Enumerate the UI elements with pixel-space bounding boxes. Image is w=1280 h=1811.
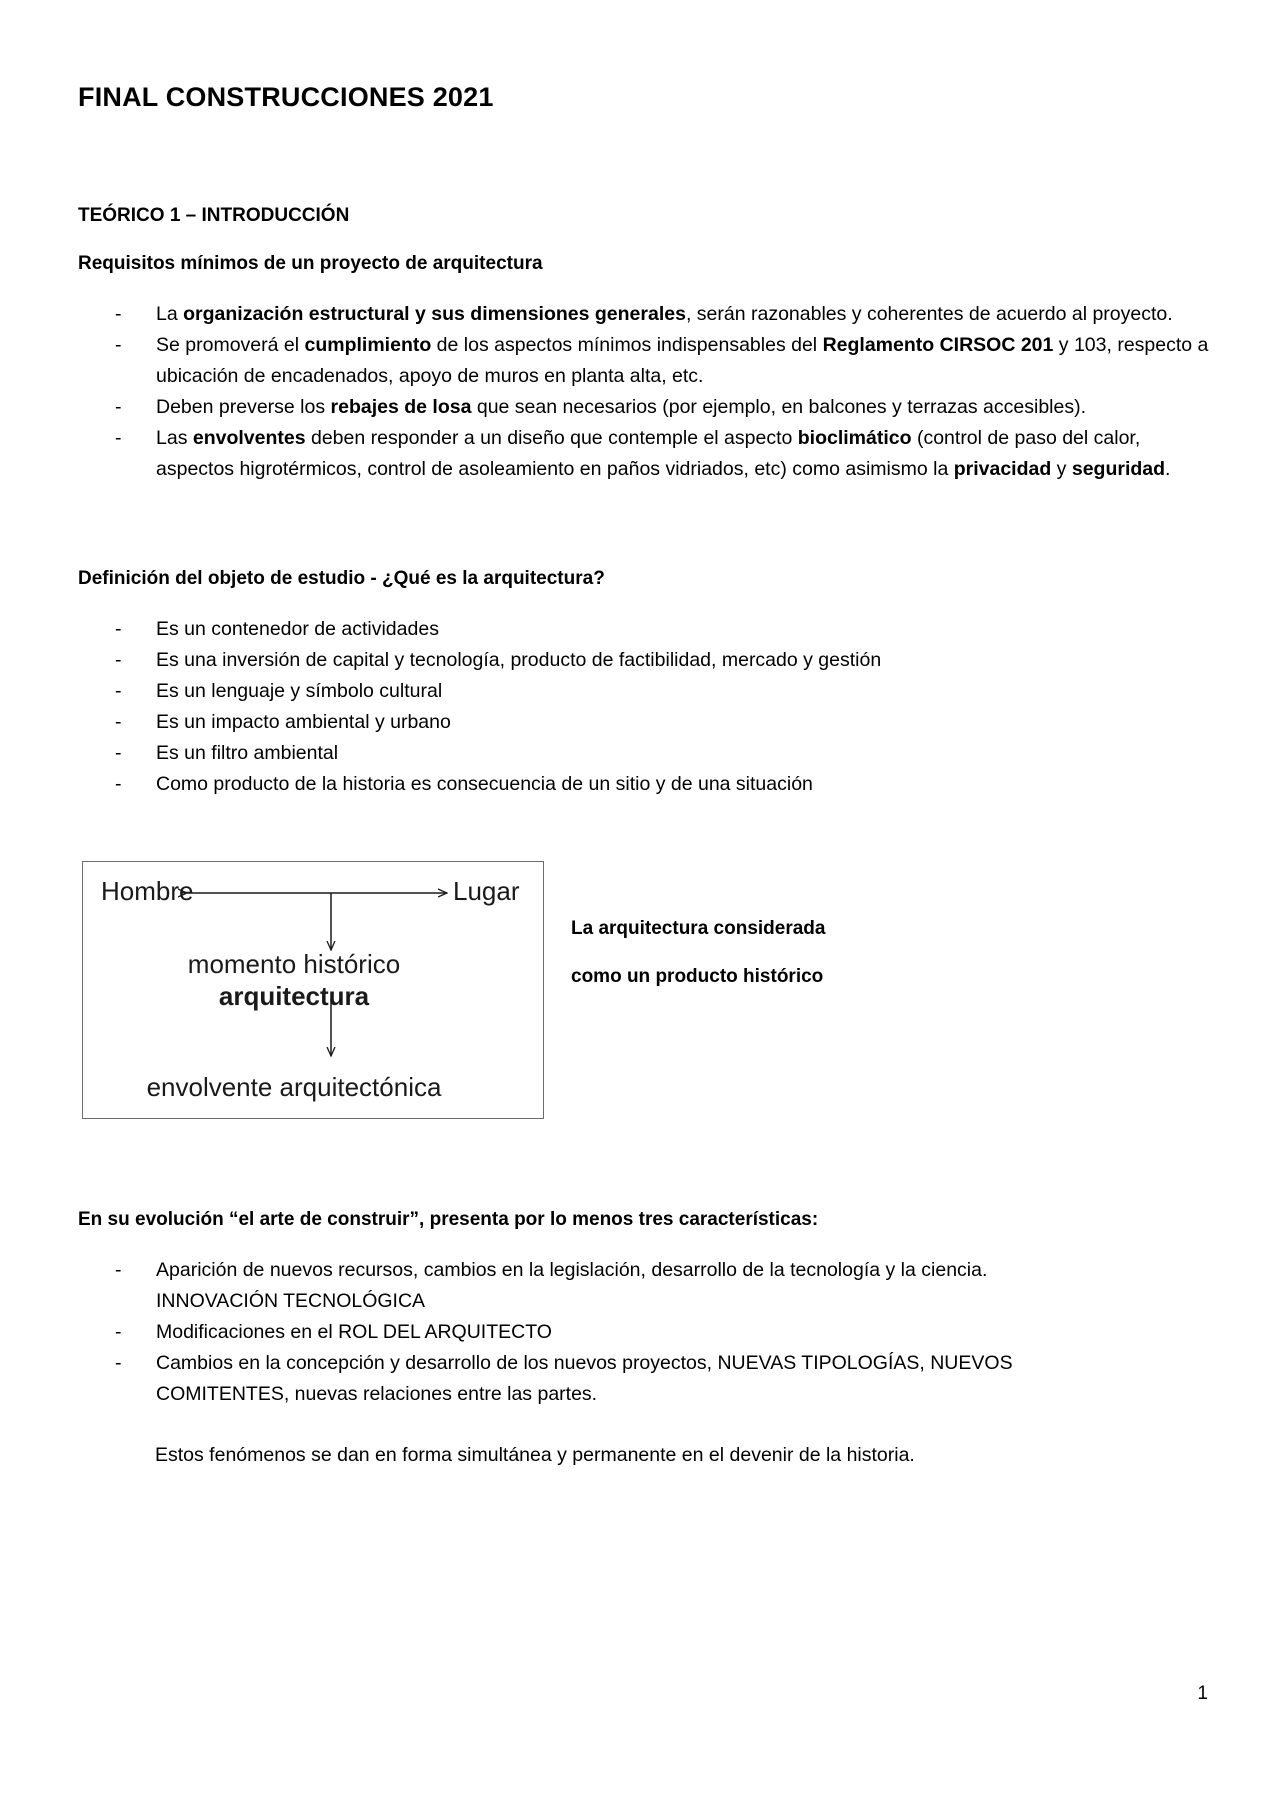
bold-text: cumplimiento	[304, 334, 432, 356]
list-item	[78, 299, 1218, 330]
requisitos-heading: Requisitos mínimos de un proyecto de arquitectura	[78, 253, 543, 274]
evolucion-list	[78, 1255, 1218, 1410]
list-item	[78, 423, 1218, 485]
list-item: - Modificaciones en el ROL DEL ARQUITECTO	[78, 1317, 1218, 1348]
list-item	[78, 330, 1218, 392]
bold-text: envolventes	[192, 427, 306, 449]
requisitos-list	[78, 299, 1218, 485]
list-item: - Es un impacto ambiental y urbano	[78, 707, 1218, 738]
list-item: - Aparición de nuevos recursos, cambios en la legislación, desarrollo de la tecnología y la ciencia. INNOVACIÓN TECNOLÓGICA	[78, 1255, 1218, 1317]
bold-text: seguridad	[1071, 458, 1166, 480]
list-item: - Es un lenguaje y símbolo cultural	[78, 676, 1218, 707]
list-item: - Es un filtro ambiental	[78, 738, 1218, 769]
text-run: La	[156, 303, 184, 325]
diagram-caption-line1: La arquitectura considerada	[571, 918, 826, 939]
text-run: de los aspectos mínimos indispensables del	[431, 334, 823, 356]
list-item: - Como producto de la historia es consecuencia de un sitio y de una situación	[78, 769, 1218, 800]
diagram-label-hombre: Hombre	[101, 876, 194, 906]
diagram-caption-line2: como un producto histórico	[571, 966, 824, 987]
closing-note: Estos fenómenos se dan en forma simultánea y permanente en el devenir de la historia.	[155, 1444, 915, 1466]
page-title: FINAL CONSTRUCCIONES 2021	[78, 82, 494, 112]
definicion-heading: Definición del objeto de estudio - ¿Qué es la arquitectura?	[78, 568, 605, 589]
diagram-label-envolvente: envolvente arquitectónica	[146, 1072, 442, 1102]
bold-text: organización estructural y sus dimensiones generales	[183, 303, 686, 325]
diagram-label-momento: momento histórico	[187, 949, 401, 979]
text-run: Se promoverá el	[156, 334, 305, 356]
bold-text: privacidad	[953, 458, 1052, 480]
text-run: y	[1051, 458, 1072, 480]
list-item: - Cambios en la concepción y desarrollo de los nuevos proyectos, NUEVAS TIPOLOGÍAS, NUEVOS COMITENTES, nuevas relaciones entre las partes.	[78, 1348, 1218, 1410]
bold-text: Reglamento CIRSOC 201	[822, 334, 1054, 356]
evolucion-heading: En su evolución “el arte de construir”, presenta por lo menos tres características:	[78, 1209, 819, 1230]
text-run: Las	[156, 427, 193, 449]
list-item: - Es una inversión de capital y tecnología, producto de factibilidad, mercado y gestión	[78, 645, 1218, 676]
text-run: .	[1165, 458, 1171, 480]
text-run: (control de paso del calor, aspectos higrotérmicos, control de asoleamiento en paños vidriados, etc) como asimismo la	[156, 427, 1141, 480]
list-item: - Es un contenedor de actividades	[78, 614, 1218, 645]
diagram-label-lugar: Lugar	[453, 876, 520, 906]
diagram-label-arquitectura: arquitectura	[218, 981, 370, 1011]
bold-text: rebajes de losa	[330, 396, 472, 418]
text-run: , serán razonables y coherentes de acuerdo al proyecto.	[685, 303, 1173, 325]
page-number: 1	[1197, 1683, 1208, 1704]
section-title: TEÓRICO 1 – INTRODUCCIÓN	[78, 205, 350, 226]
architecture-diagram	[82, 861, 544, 1119]
text-run: que sean necesarios (por ejemplo, en balcones y terrazas accesibles).	[471, 396, 1087, 418]
list-item	[78, 392, 1218, 423]
definicion-list	[78, 614, 1218, 800]
bold-text: bioclimático	[797, 427, 912, 449]
text-run: y 103, respecto a ubicación de encadenados, apoyo de muros en planta alta, etc.	[156, 334, 1209, 387]
text-run: deben responder a un diseño que contemple el aspecto	[305, 427, 798, 449]
text-run: Deben preverse los	[156, 396, 331, 418]
